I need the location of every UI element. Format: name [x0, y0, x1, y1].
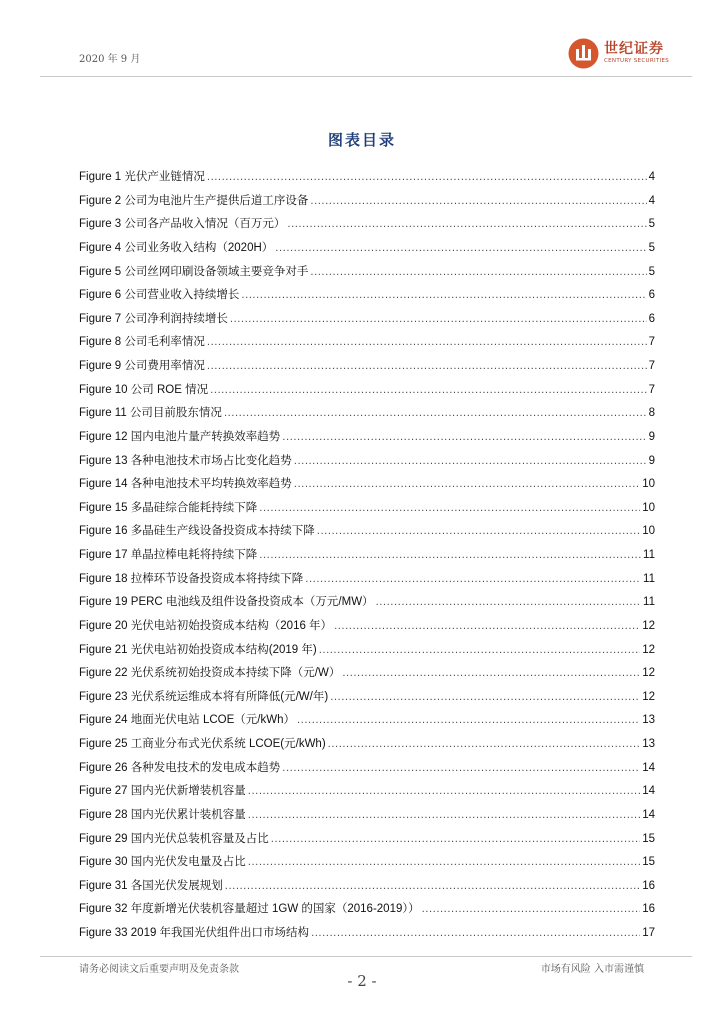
toc-entry[interactable]	[79, 499, 655, 523]
toc-dot-leader	[248, 810, 640, 821]
toc-entry-label: Figure 32 年度新增光伏装机容量超过 1GW 的国家（2016-2019））	[79, 903, 420, 916]
toc-entry[interactable]	[79, 711, 655, 735]
toc-entry[interactable]	[79, 546, 655, 570]
toc-dot-leader	[224, 408, 647, 419]
toc-entry-page: 10	[642, 525, 655, 538]
footer-disclaimer: 请务必阅读文后重要声明及免责条款	[79, 964, 239, 975]
toc-entry-label: Figure 27 国内光伏新增装机容量	[79, 785, 246, 798]
toc-entry-label: Figure 2 公司为电池片生产提供后道工序设备	[79, 194, 309, 207]
toc-entry[interactable]	[79, 641, 655, 665]
toc-dot-leader	[334, 621, 640, 632]
toc-entry-page: 14	[642, 785, 655, 798]
toc-entry-page: 12	[642, 690, 655, 703]
toc-dot-leader	[310, 267, 646, 278]
toc-entry-label: Figure 11 公司目前股东情况	[79, 407, 222, 420]
toc-entry-label: Figure 20 光伏电站初始投资成本结构（2016 年）	[79, 619, 333, 632]
toc-entry[interactable]	[79, 782, 655, 806]
toc-entry-page: 5	[648, 265, 655, 278]
toc-entry[interactable]	[79, 357, 655, 381]
toc-entry[interactable]	[79, 830, 655, 854]
toc-entry[interactable]	[79, 853, 655, 877]
toc-entry[interactable]	[79, 452, 655, 476]
toc-dot-leader	[207, 337, 647, 348]
toc-entry[interactable]	[79, 664, 655, 688]
toc-entry[interactable]	[79, 333, 655, 357]
toc-entry[interactable]	[79, 192, 655, 216]
toc-entry-label: Figure 33 2019 年我国光伏组件出口市场结构	[79, 927, 310, 939]
toc-dot-leader	[297, 715, 640, 726]
toc-dot-leader	[241, 290, 646, 301]
toc-entry-label: Figure 18 拉棒环节设备投资成本将持续下降	[79, 572, 304, 585]
toc-entry-label: Figure 31 各国光伏发展规划	[79, 879, 223, 892]
century-securities-logo-icon	[568, 38, 599, 69]
toc-entry-page: 11	[643, 596, 655, 609]
toc-dot-leader	[259, 503, 640, 514]
toc-entry-label: Figure 3 公司各产品收入情况（百万元）	[79, 218, 286, 231]
toc-entry-page: 10	[642, 478, 655, 491]
toc-entry-page: 7	[648, 360, 655, 372]
logo-cn-text: 世纪证券	[604, 41, 664, 58]
toc-entry[interactable]	[79, 924, 655, 948]
toc-dot-leader	[282, 763, 640, 774]
toc-entry-label: Figure 25 工商业分布式光伏系统 LCOE(元/kWh)	[79, 738, 326, 750]
toc-entry-label: Figure 19 PERC 电池线及组件设备投资成本（万元/MW）	[79, 596, 374, 609]
toc-dot-leader	[342, 668, 640, 679]
toc-entry-page: 11	[643, 572, 655, 585]
toc-entry-label: Figure 7 公司净利润持续增长	[79, 312, 228, 325]
toc-dot-leader	[210, 385, 647, 396]
toc-entry[interactable]	[79, 286, 655, 310]
footer-divider	[40, 956, 692, 957]
header-date: 2020 年 9 月	[79, 54, 141, 65]
toc-entry-page: 5	[648, 241, 655, 254]
toc-entry-label: Figure 23 光伏系统运维成本将有所降低(元/W/年)	[79, 690, 329, 703]
toc-entry-page: 12	[642, 643, 655, 656]
toc-entry-label: Figure 30 国内光伏发电量及占比	[79, 856, 246, 869]
toc-entry[interactable]	[79, 310, 655, 334]
toc-entry-page: 16	[642, 903, 655, 916]
toc-entry-page: 9	[648, 430, 655, 443]
toc-entry-page: 5	[648, 218, 655, 231]
toc-dot-leader	[207, 361, 647, 372]
toc-entry-page: 9	[648, 454, 655, 467]
toc-dot-leader	[311, 928, 640, 939]
toc-dot-leader	[294, 456, 647, 467]
toc-entry[interactable]	[79, 381, 655, 405]
toc-entry-page: 12	[642, 667, 655, 680]
toc-entry-label: Figure 26 各种发电技术的发电成本趋势	[79, 761, 281, 774]
toc-entry[interactable]	[79, 759, 655, 783]
toc-entry-page: 14	[642, 761, 655, 774]
toc-dot-leader	[422, 904, 641, 915]
toc-entry-label: Figure 29 国内光伏总装机容量及占比	[79, 832, 269, 845]
logo-en-text: CENTURY SECURITIES	[604, 58, 670, 65]
toc-dot-leader	[271, 834, 640, 845]
toc-entry-page: 13	[642, 714, 655, 727]
toc-entry-page: 8	[648, 407, 655, 420]
toc-entry-label: Figure 9 公司费用率情况	[79, 360, 205, 372]
toc-entry-label: Figure 28 国内光伏累计装机容量	[79, 808, 246, 821]
toc-entry-label: Figure 15 多晶硅综合能耗持续下降	[79, 501, 258, 514]
toc-dot-leader	[305, 574, 641, 585]
toc-entry[interactable]	[79, 215, 655, 239]
toc-entry-page: 15	[642, 832, 655, 845]
toc-entry-label: Figure 13 各种电池技术市场占比变化趋势	[79, 454, 292, 467]
footer-risk-warning: 市场有风险 入市需谨慎	[540, 964, 644, 975]
toc-entry-page: 7	[648, 336, 655, 349]
toc-entry-page: 7	[648, 383, 655, 396]
toc-entry-label: Figure 24 地面光伏电站 LCOE（元/kWh）	[79, 714, 295, 727]
toc-dot-leader	[248, 857, 640, 868]
toc-dot-leader	[230, 314, 647, 325]
toc-entry[interactable]	[79, 570, 655, 594]
toc-dot-leader	[248, 786, 640, 797]
page-number: - 2 -	[347, 972, 377, 990]
toc-entry-page: 15	[642, 856, 655, 869]
toc-entry[interactable]	[79, 877, 655, 901]
toc-entry[interactable]	[79, 593, 655, 617]
toc-entry-page: 13	[642, 738, 655, 750]
toc-entry[interactable]	[79, 263, 655, 287]
toc-entry-label: Figure 14 各种电池技术平均转换效率趋势	[79, 478, 292, 491]
toc-entry-page: 4	[648, 171, 655, 183]
table-of-figures	[79, 168, 655, 948]
toc-dot-leader	[275, 243, 646, 254]
toc-dot-leader	[328, 739, 641, 750]
toc-entry-label: Figure 1 光伏产业链情况	[79, 171, 205, 183]
header-divider	[40, 76, 692, 77]
toc-entry-label: Figure 16 多晶硅生产线设备投资成本持续下降	[79, 525, 315, 538]
toc-entry-label: Figure 12 国内电池片量产转换效率趋势	[79, 430, 281, 443]
toc-entry[interactable]	[79, 168, 655, 192]
toc-entry-label: Figure 6 公司营业收入持续增长	[79, 289, 240, 302]
toc-entry-page: 12	[642, 619, 655, 632]
toc-entry[interactable]	[79, 239, 655, 263]
toc-entry-page: 6	[648, 289, 655, 302]
toc-entry[interactable]	[79, 522, 655, 546]
toc-entry-label: Figure 4 公司业务收入结构（2020H）	[79, 241, 274, 254]
toc-entry-page: 10	[642, 501, 655, 514]
toc-dot-leader	[287, 219, 646, 230]
toc-entry-page: 11	[643, 549, 655, 561]
toc-entry[interactable]	[79, 688, 655, 712]
toc-entry-label: Figure 17 单晶拉棒电耗将持续下降	[79, 549, 258, 561]
toc-entry-label: Figure 5 公司丝网印刷设备领域主要竞争对手	[79, 265, 309, 278]
toc-dot-leader	[330, 692, 640, 703]
toc-dot-leader	[259, 550, 641, 561]
toc-entry-page: 14	[642, 808, 655, 821]
toc-dot-leader	[225, 881, 640, 892]
toc-entry[interactable]	[79, 900, 655, 924]
toc-dot-leader	[319, 645, 640, 656]
toc-entry-page: 16	[642, 879, 655, 892]
toc-entry-page: 6	[648, 312, 655, 325]
toc-entry[interactable]	[79, 617, 655, 641]
toc-entry-page: 17	[642, 927, 655, 939]
page-title: 图表目录	[327, 131, 396, 149]
toc-dot-leader	[317, 526, 640, 537]
toc-dot-leader	[294, 479, 640, 490]
toc-entry-label: Figure 22 光伏系统初始投资成本持续下降（元/W）	[79, 667, 341, 680]
toc-entry-page: 4	[648, 194, 655, 207]
toc-entry[interactable]	[79, 475, 655, 499]
toc-entry[interactable]	[79, 404, 655, 428]
toc-dot-leader	[282, 432, 646, 443]
toc-entry[interactable]	[79, 806, 655, 830]
toc-entry[interactable]	[79, 428, 655, 452]
toc-entry-label: Figure 8 公司毛利率情况	[79, 336, 205, 349]
toc-dot-leader	[376, 597, 641, 608]
toc-dot-leader	[207, 172, 647, 183]
toc-dot-leader	[310, 196, 646, 207]
toc-entry[interactable]	[79, 735, 655, 759]
toc-entry-label: Figure 21 光伏电站初始投资成本结构(2019 年)	[79, 643, 317, 656]
company-logo	[568, 38, 669, 69]
toc-entry-label: Figure 10 公司 ROE 情况	[79, 383, 209, 396]
